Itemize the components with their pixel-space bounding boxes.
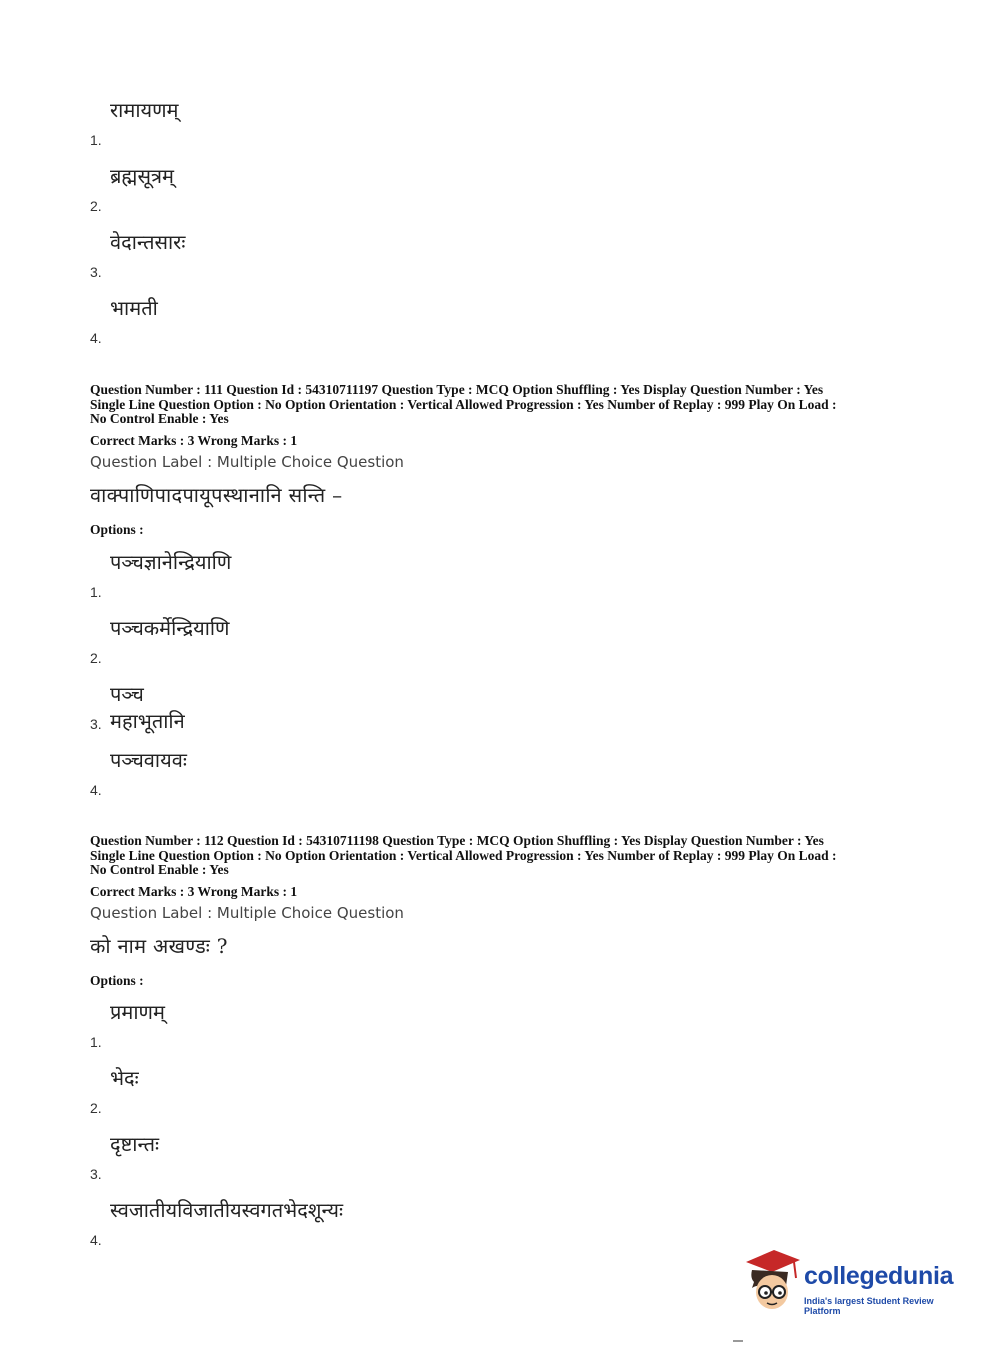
meta-line: No Control Enable : Yes xyxy=(90,862,229,877)
logo-tagline: India's largest Student Review Platform xyxy=(804,1296,934,1316)
collegedunia-logo[interactable] xyxy=(742,1248,972,1318)
option-text: रामायणम् xyxy=(110,98,179,122)
logo-wordmark: collegedunia xyxy=(804,1262,954,1290)
meta-line: No Control Enable : Yes xyxy=(90,411,229,426)
option-number: 4. xyxy=(90,1232,102,1248)
option-number: 1. xyxy=(90,132,102,148)
option-text: पञ्च महाभूतानि xyxy=(110,682,185,733)
question-label: Question Label : Multiple Choice Question xyxy=(90,452,404,471)
option-number: 1. xyxy=(90,584,102,600)
option-number: 4. xyxy=(90,782,102,798)
option-number: 2. xyxy=(90,650,102,666)
option-text: प्रमाणम् xyxy=(110,1000,165,1024)
cartoon-student-mascot-icon xyxy=(742,1248,802,1314)
option-text: वेदान्तसारः xyxy=(110,230,186,254)
marks-line: Correct Marks : 3 Wrong Marks : 1 xyxy=(90,883,298,899)
option-text: भेदः xyxy=(110,1066,139,1090)
options-heading: Options : xyxy=(90,972,144,988)
marks-line: Correct Marks : 3 Wrong Marks : 1 xyxy=(90,432,298,448)
option-text: पञ्चवायवः xyxy=(110,748,187,772)
question-meta xyxy=(90,383,920,427)
meta-line: Single Line Question Option : No Option Orientation : Vertical Allowed Progression : Yes Number of Replay : 999 Play On Load : xyxy=(90,396,837,412)
question-block-111 xyxy=(90,383,920,538)
option-text: पञ्चज्ञानेन्द्रियाणि xyxy=(110,550,232,574)
divider xyxy=(733,1340,743,1342)
question-block-112 xyxy=(90,834,920,989)
option-number: 4. xyxy=(90,330,102,346)
option-text: भामती xyxy=(110,296,158,320)
question-text: को नाम अखण्डः ? xyxy=(90,933,228,958)
question-label: Question Label : Multiple Choice Question xyxy=(90,903,404,922)
option-number: 3. xyxy=(90,264,102,280)
question-text: वाक्पाणिपादपायूपस्थानानि सन्ति – xyxy=(90,482,343,507)
meta-line: Question Number : 111 Question Id : 54310711197 Question Type : MCQ Option Shuffling : Yes Display Question Number : Yes xyxy=(90,382,824,397)
option-text: स्वजातीयविजातीयस्वगतभेदशून्यः xyxy=(110,1198,343,1222)
question-meta xyxy=(90,834,920,878)
option-number: 2. xyxy=(90,198,102,214)
meta-line: Single Line Question Option : No Option Orientation : Vertical Allowed Progression : Yes Number of Replay : 999 Play On Load : xyxy=(90,847,837,863)
option-text: ब्रह्मसूत्रम् xyxy=(110,164,174,188)
meta-line: Question Number : 112 Question Id : 54310711198 Question Type : MCQ Option Shuffling : Yes Display Question Number : Yes xyxy=(90,833,824,848)
option-number: 3. xyxy=(90,1166,102,1182)
option-number: 3. xyxy=(90,716,102,732)
option-number: 2. xyxy=(90,1100,102,1116)
option-text: दृष्टान्तः xyxy=(110,1132,160,1156)
option-text: पञ्चकर्मेन्द्रियाणि xyxy=(110,616,230,640)
option-number: 1. xyxy=(90,1034,102,1050)
options-heading: Options : xyxy=(90,521,144,537)
